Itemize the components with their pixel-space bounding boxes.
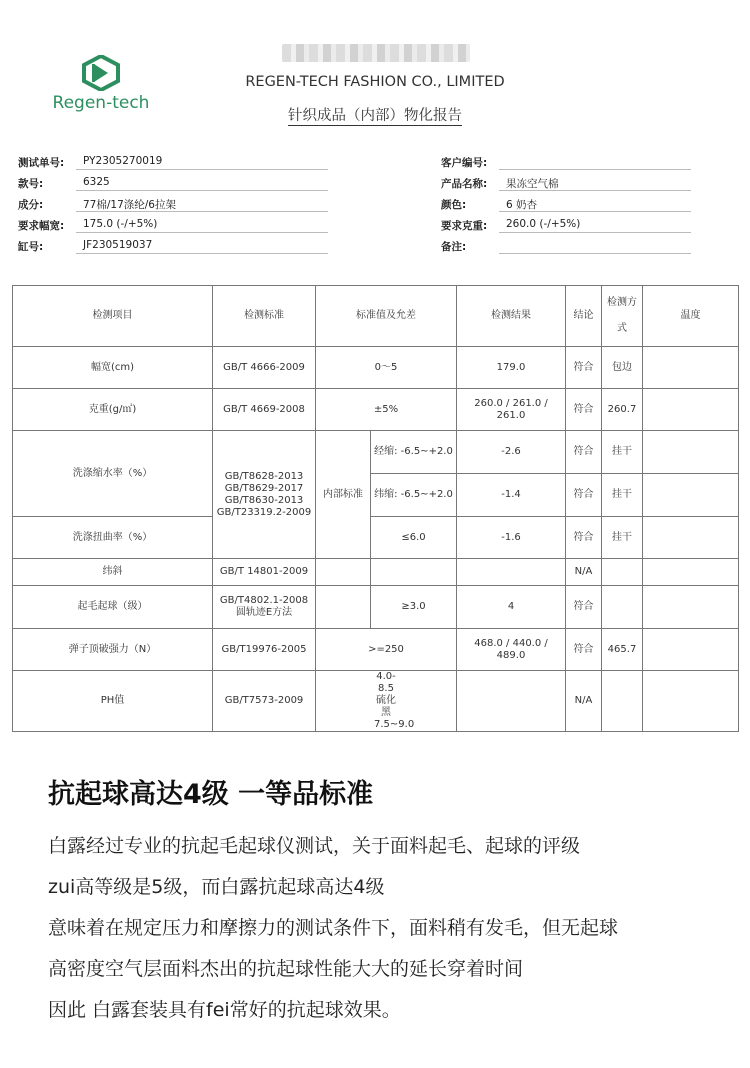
cell-item: 弹子顶破强力（N） <box>13 629 213 671</box>
info-row: 备注: <box>441 235 691 256</box>
info-row: 测试单号: PY2305270019 <box>18 151 318 172</box>
logo-icon <box>81 55 121 91</box>
cell-temp <box>643 347 739 389</box>
cell-temp <box>643 431 739 474</box>
cell-tolerance: ≥3.0 <box>371 586 457 629</box>
table-row <box>13 586 739 629</box>
cell-item: PH值 <box>13 671 213 732</box>
redacted-text <box>282 44 470 62</box>
cell-result: 468.0 / 440.0 / 489.0 <box>457 629 566 671</box>
cell-method: 挂干 <box>602 431 643 474</box>
header-result: 检测结果 <box>457 286 566 347</box>
cell-method <box>602 586 643 629</box>
logo-text: Regen-tech <box>52 93 150 113</box>
table-row <box>13 431 739 474</box>
cell-method: 包边 <box>602 347 643 389</box>
cell-standard: GB/T8628-2013 GB/T8629-2017 GB/T8630-2013 GB/T23319.2-2009 <box>213 431 316 559</box>
cell-result <box>457 671 566 732</box>
cell-result <box>457 559 566 586</box>
cell-tolerance: 4.0-8.5 硫化黑 7.5~9.0 <box>316 671 457 732</box>
cell-standard: GB/T7573-2009 <box>213 671 316 732</box>
cell-result: 179.0 <box>457 347 566 389</box>
info-row: 产品名称: 果冻空气棉 <box>441 172 691 193</box>
cell-result: -1.6 <box>457 517 566 559</box>
cell-temp <box>643 474 739 517</box>
header-item: 检测项目 <box>13 286 213 347</box>
cell-conclusion: 符合 <box>566 389 602 431</box>
table-header-row <box>13 286 739 347</box>
cell-tolerance: ≤6.0 <box>371 517 457 559</box>
cell-conclusion: 符合 <box>566 474 602 517</box>
table-row <box>13 389 739 431</box>
cell-method <box>602 559 643 586</box>
cell-temp <box>643 517 739 559</box>
cell-temp <box>643 389 739 431</box>
cell-conclusion: 符合 <box>566 347 602 389</box>
cell-item: 洗涤缩水率（%） <box>13 431 213 517</box>
cell-item: 纬斜 <box>13 559 213 586</box>
header-standard: 检测标准 <box>213 286 316 347</box>
promo-line: zui高等级是5级，而白露抗起球高达4级 <box>48 876 385 898</box>
cell-temp <box>643 559 739 586</box>
cell-standard: GB/T 4669-2008 <box>213 389 316 431</box>
cell-method: 260.7 <box>602 389 643 431</box>
cell-empty <box>316 559 371 586</box>
promo-line: 因此 白露套装具有fei常好的抗起球效果。 <box>48 999 401 1021</box>
cell-item: 洗涤扭曲率（%） <box>13 517 213 559</box>
cell-method: 挂干 <box>602 474 643 517</box>
promo-paragraph <box>48 828 728 1033</box>
info-row: 款号: 6325 <box>18 172 318 193</box>
cell-conclusion: 符合 <box>566 586 602 629</box>
cell-standard: GB/T 14801-2009 <box>213 559 316 586</box>
cell-conclusion: N/A <box>566 671 602 732</box>
promo-line: 白露经过专业的抗起毛起球仪测试，关于面料起毛、起球的评级 <box>48 835 581 857</box>
cell-tolerance: ±5% <box>316 389 457 431</box>
header-method: 检测方 式 <box>602 286 643 347</box>
promo-line: 意味着在规定压力和摩擦力的测试条件下，面料稍有发毛，但无起球 <box>48 917 619 939</box>
cell-method: 465.7 <box>602 629 643 671</box>
header-temp: 温度 <box>643 286 739 347</box>
table-row <box>13 347 739 389</box>
cell-item: 克重(g/㎡) <box>13 389 213 431</box>
cell-conclusion: 符合 <box>566 629 602 671</box>
table-row <box>13 671 739 732</box>
header-conclusion: 结论 <box>566 286 602 347</box>
info-row: 缸号: JF230519037 <box>18 235 318 256</box>
cell-item: 幅宽(cm) <box>13 347 213 389</box>
cell-result: -1.4 <box>457 474 566 517</box>
table-row <box>13 517 739 559</box>
cell-tolerance <box>371 559 457 586</box>
cell-standard: GB/T19976-2005 <box>213 629 316 671</box>
report-title: 针织成品（内部）物化报告 <box>288 108 462 124</box>
cell-empty <box>316 586 371 629</box>
cell-conclusion: N/A <box>566 559 602 586</box>
cell-tolerance: 0～5 <box>316 347 457 389</box>
promo-line: 高密度空气层面料杰出的抗起球性能大大的延长穿着时间 <box>48 958 524 980</box>
cell-conclusion: 符合 <box>566 431 602 474</box>
cell-method: 挂干 <box>602 517 643 559</box>
test-results-table <box>12 285 739 732</box>
cell-result: -2.6 <box>457 431 566 474</box>
company-logo <box>46 55 156 113</box>
cell-internal-standard: 内部标准 <box>316 431 371 559</box>
cell-conclusion: 符合 <box>566 517 602 559</box>
info-row: 要求克重: 260.0 (-/+5%) <box>441 214 691 235</box>
company-name: REGEN-TECH FASHION CO., LIMITED <box>245 74 505 90</box>
cell-standard: GB/T4802.1-2008 圆轨迹E方法 <box>213 586 316 629</box>
cell-item: 起毛起球（级） <box>13 586 213 629</box>
cell-temp <box>643 671 739 732</box>
header-tolerance: 标准值及允差 <box>316 286 457 347</box>
cell-result: 260.0 / 261.0 / 261.0 <box>457 389 566 431</box>
info-row: 颜色: 6 奶杏 <box>441 193 691 214</box>
cell-method <box>602 671 643 732</box>
cell-temp <box>643 586 739 629</box>
info-row: 客户编号: <box>441 151 691 172</box>
cell-temp <box>643 629 739 671</box>
cell-tolerance: 纬缩: -6.5~+2.0 <box>371 474 457 517</box>
cell-tolerance: 经缩: -6.5~+2.0 <box>371 431 457 474</box>
cell-result: 4 <box>457 586 566 629</box>
table-row <box>13 629 739 671</box>
info-row: 成分: 77棉/17涤纶/6拉架 <box>18 193 318 214</box>
info-row: 要求幅宽: 175.0 (-/+5%) <box>18 214 318 235</box>
table-row <box>13 559 739 586</box>
promo-heading: 抗起球高达4级 一等品标准 <box>48 779 374 810</box>
cell-tolerance: >=250 <box>316 629 457 671</box>
cell-standard: GB/T 4666-2009 <box>213 347 316 389</box>
